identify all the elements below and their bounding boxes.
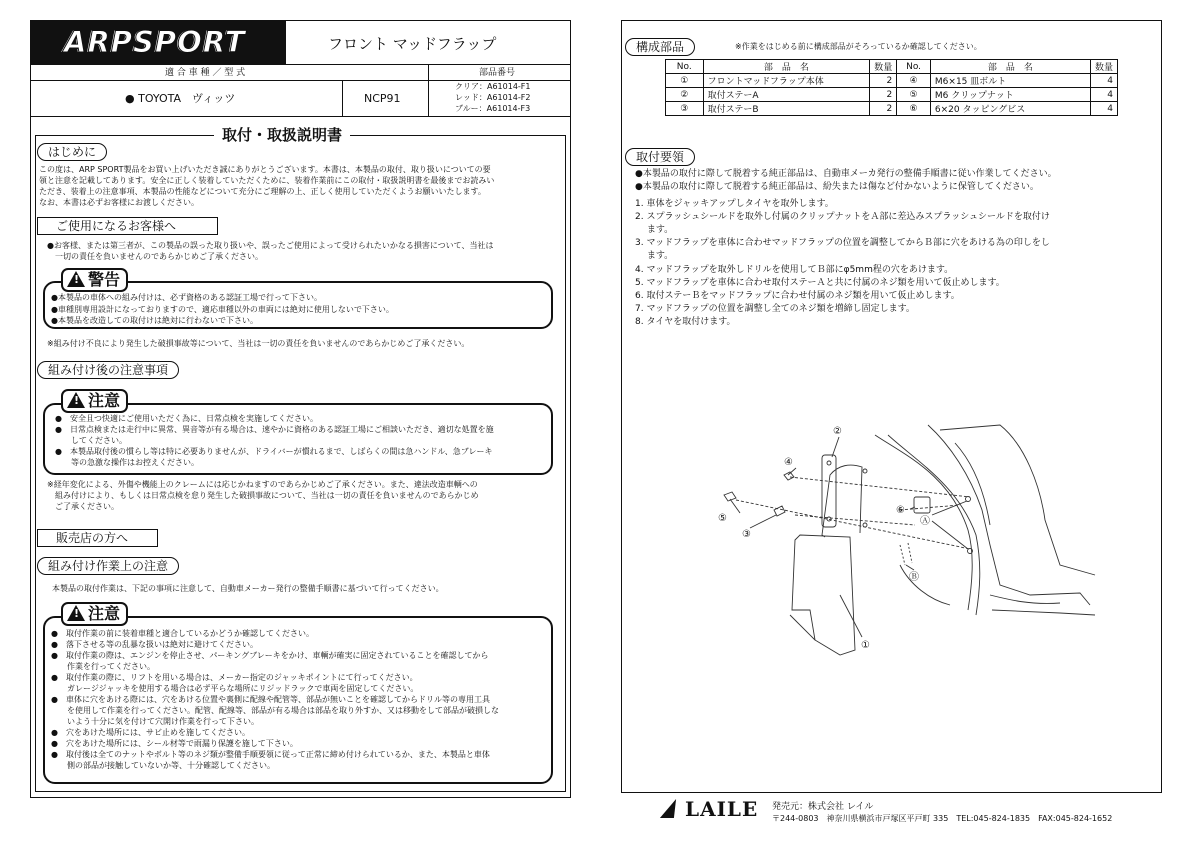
- fit-col-2: [428, 64, 429, 116]
- part-qty: 2: [870, 88, 897, 102]
- col-qty: 数量: [870, 60, 897, 74]
- part-name: 取付ステーB: [703, 102, 870, 116]
- intro-line-4: なお、本書は必ずお客様にお渡しください。: [39, 198, 199, 207]
- procedure-line-12: 8. タイヤを取付けます。: [635, 317, 736, 327]
- parts-label: 構成部品: [625, 38, 695, 56]
- procedure-line-10: 6. 取付ステーＢをマッドフラップに合わせ付属のネジ類を用いて仮止めします。: [635, 291, 960, 301]
- stay-b-bracket: [774, 506, 785, 516]
- intro-line-1: この度は、ARP SPORT製品をお買い上げいただき誠にありがとうございます。本書は、本製品の取付、取り扱いについての要: [39, 165, 491, 174]
- work-label: 組み付け作業上の注意: [37, 557, 179, 575]
- part-qty: 4: [1090, 102, 1117, 116]
- parts-row: [666, 102, 1118, 116]
- col-name-2: 部 品 名: [930, 60, 1090, 74]
- diagram-label-4: ④: [784, 457, 793, 468]
- part-no: ③: [666, 102, 704, 116]
- after-install-note-1: ※経年変化による、外傷や機能上のクレームには応じかねますのであらかじめご了承ください。また、違法改造車輌への: [47, 480, 478, 489]
- procedure-line-11: 7. マッドフラップの位置を調整し全てのネジ類を増締し固定します。: [635, 304, 915, 314]
- after-install-item-4: ● 本製品取付後の慣らし等は特に必要ありませんが、ドライバーが慣れるまで、しばらくの間は急ハンドル、急ブレーキ: [55, 447, 493, 456]
- part-number-2: レッド：A61014-F2: [455, 93, 531, 102]
- work-text: 本製品の取付作業は、下記の事項に注意して、自動車メーカー発行の整備手順書に基づいて行ってください。: [52, 584, 444, 593]
- parts-note: ※作業をはじめる前に構成部品がそろっているか確認してください。: [735, 42, 982, 51]
- after-install-item-5: 等の急激な操作はお控えください。: [55, 458, 199, 467]
- after-install-note-3: ご了承ください。: [47, 502, 119, 511]
- hole: [863, 523, 867, 527]
- laile-logo: LAILE: [685, 797, 759, 821]
- part-number-header: 部品番号: [479, 68, 516, 78]
- part-name: 取付ステーA: [703, 88, 870, 102]
- manual-title: 取付・取扱説明書: [214, 125, 350, 145]
- part-qty: 4: [1090, 74, 1117, 88]
- warning-item-1: ●本製品の車体への組み付けは、必ず資格のある認証工場で行って下さい。: [51, 293, 322, 302]
- dealer-item-3: ● 取付作業の際は、エンジンを停止させ、パーキングブレーキをかけ、車輌が確実に固定されていることを確認してから: [51, 651, 489, 660]
- part-no: ⑤: [897, 88, 931, 102]
- leader-line: [750, 515, 776, 528]
- mud-flap-upper: [822, 465, 862, 537]
- part-number-1: クリア：A61014-F1: [455, 82, 531, 91]
- fit-table-top: [31, 64, 570, 65]
- after-install-caution-label: [61, 389, 128, 413]
- dealer-item-6: ガレージジャッキを使用する場合は必ず平らな場所にリジッドラックで車両を固定してください。: [51, 684, 419, 693]
- dealer-item-5: ● 取付作業の際に、リフトを用いる場合は、メーカー指定のジャッキポイントにて行ってください。: [51, 673, 418, 682]
- procedure-line-1: ●本製品の取付に際して脱着する純正部品は、自動車メーカ発行の整備手順書に従い作業してください。: [635, 169, 1057, 179]
- procedure-line-5: ます。: [635, 225, 674, 235]
- warning-item-3: ●本製品を改造しての取付けは絶対に行わないで下さい。: [51, 316, 258, 325]
- procedure-label: 取付要領: [625, 148, 695, 166]
- parts-table: [665, 59, 1118, 116]
- leader-line: [906, 565, 914, 570]
- intro-line-3: ただき、装着上の注意事項、本製品の性能などについて充分にご理解の上、正しく使用していただくようお願いいたします。: [39, 187, 486, 196]
- mud-flap-shape: [792, 535, 855, 655]
- intro-label: はじめに: [37, 143, 107, 161]
- fit-header: 適 合 車 種 ／ 型 式: [165, 68, 246, 78]
- right-page: [621, 20, 1162, 793]
- product-name: フロント マッドフラップ: [328, 35, 497, 53]
- col-qty-2: 数量: [1090, 60, 1117, 74]
- procedure-line-3: 1. 車体をジャッキアップしタイヤを取外します。: [635, 199, 834, 209]
- dealer-label-text: 販売店の方へ: [56, 531, 129, 545]
- part-qty: 4: [1090, 88, 1117, 102]
- footer-seller: 発売元：株式会社 レイル: [772, 802, 874, 812]
- header-divider: [285, 21, 286, 64]
- procedure-line-6: 3. マッドフラップを車体に合わせマッドフラップの位置を調整してからＢ部に穴をあける為の印しをし: [635, 238, 1050, 248]
- guide-line: [736, 500, 970, 549]
- col-no: No.: [666, 60, 704, 74]
- part-no: ⑥: [897, 102, 931, 116]
- part-name: M6×15 皿ボルト: [930, 74, 1090, 88]
- footer-address: 〒244-0803 神奈川県横浜市戸塚区平戸町 335 TEL:045-824-1835 FAX:045-824-1652: [772, 814, 1113, 823]
- after-install-item-2: ● 日常点検または走行中に異常、異音等が有る場合は、速やかに資格のある認証工場にご相談いただき、適切な処置を施: [55, 425, 494, 434]
- warning-label: [61, 268, 128, 292]
- diagram-label-5: ⑤: [718, 513, 727, 524]
- parts-row: [666, 88, 1118, 102]
- part-name: 6×20 タッピングビス: [930, 102, 1090, 116]
- guide-line: [795, 515, 915, 525]
- vehicle-model: NCP91: [364, 92, 401, 105]
- diagram-label-3: ③: [742, 529, 751, 540]
- procedure-line-7: ます。: [635, 251, 674, 261]
- installation-diagram: [700, 415, 1100, 660]
- dealer-item-2: ● 落下させる等の乱暴な扱いは絶対に避けてください。: [51, 640, 258, 649]
- hole-b-guide: [900, 545, 905, 565]
- dealer-caution-text: 注意: [88, 604, 121, 623]
- after-install-caution-text: 注意: [88, 391, 121, 410]
- warning-item-2: ●車種別専用設計になっておりますので、適応車種以外の車両には絶対に使用しないで下さい。: [51, 305, 394, 314]
- hole-a: [966, 497, 971, 502]
- dealer-item-4: 作業を行ってください。: [51, 662, 155, 671]
- body-outline: [940, 425, 1095, 575]
- part-number-3: ブルー：A61014-F3: [455, 104, 531, 113]
- stay-b-shape: [914, 497, 930, 513]
- diagram-label-1: ①: [861, 640, 870, 651]
- dealer-item-11: ● 穴をあけた場所には、シール材等で雨漏り保護を施して下さい。: [51, 739, 298, 748]
- customer-line-1: ●お客様、または第三者が、この製品の誤った取り扱いや、誤ったご使用によって受けられたいかなる損害について、当社は: [47, 241, 494, 250]
- diagram-label-b: Ⓑ: [909, 572, 919, 583]
- after-install-label: 組み付け後の注意事項: [37, 361, 179, 379]
- stay-a-hole: [827, 461, 831, 465]
- sill-line: [990, 595, 1060, 603]
- splash-shield-line: [900, 565, 950, 605]
- leader-line: [730, 499, 740, 513]
- hole: [863, 469, 867, 473]
- guide-line: [790, 477, 970, 497]
- dealer-item-13: 側の部品が接触していないか等、十分確認してください。: [51, 761, 275, 770]
- part-qty: 2: [870, 102, 897, 116]
- procedure-line-2: ●本製品の取付に際して脱着する純正部品は、紛失または傷など付かないように保管してください。: [635, 182, 1039, 192]
- brand-logo: ARPSPORT: [64, 25, 246, 59]
- customer-label-text: ご使用になるお客様へ: [56, 219, 177, 233]
- warning-label-text: 警告: [88, 270, 121, 289]
- part-name: M6 クリップナット: [930, 88, 1090, 102]
- intro-line-2: 領と注意を記載してあります。安全に正しく装着していただくために、装着作業前にこの取付・取扱説明書を最後までお読みい: [39, 176, 495, 185]
- fit-table-bottom: [31, 116, 570, 117]
- warning-triangle-icon: [67, 271, 85, 287]
- fender-edge: [928, 425, 1090, 605]
- procedure-line-8: 4. マッドフラップを取外しドリルを使用してＢ部にφ5mm程の穴をあけます。: [635, 265, 954, 275]
- diagram-label-2: ②: [833, 426, 842, 437]
- dealer-item-8: を使用して作業を行ってください。配管、配線等、部品が有る場合は部品を取り外すか、又は移動をして部品が破損しな: [51, 706, 499, 715]
- leader-line: [840, 595, 862, 637]
- part-no: ①: [666, 74, 704, 88]
- rocker-line: [992, 610, 1095, 615]
- vehicle-name: ● TOYOTA ヴィッツ: [125, 92, 236, 105]
- customer-line-2: 一切の責任を負いませんのであらかじめご了承ください。: [47, 252, 263, 261]
- dealer-item-12: ● 取付後は全てのナットやボルト等のネジ類が整備手順要領に従って正常に締め付けられているか、また、本製品と車体: [51, 750, 490, 759]
- dealer-caution-label: [61, 602, 128, 626]
- bolt-4-shape: [784, 472, 794, 480]
- laile-logo-icon: [660, 799, 680, 818]
- hole-b-guide: [908, 543, 912, 563]
- col-name: 部 品 名: [703, 60, 870, 74]
- diagram-label-6: ⑥: [896, 505, 905, 516]
- after-install-item-1: ● 安全且つ快適にご使用いただく為に、日常点検を実施してください。: [55, 414, 318, 423]
- leader-line: [832, 437, 839, 457]
- dealer-caution-triangle-icon: [67, 605, 85, 621]
- part-qty: 2: [870, 74, 897, 88]
- diagram-label-a: Ⓐ: [920, 516, 930, 527]
- part-no: ②: [666, 88, 704, 102]
- procedure-line-9: 5. マッドフラップを車体に合わせ取付ステーＡと共に付属のネジ類を用いて仮止めします。: [635, 278, 1005, 288]
- body-crease: [955, 443, 990, 525]
- procedure-line-4: 2. スプラッシュシールドを取外し付属のクリップナットをＡ部に差込みスプラッシュシールドを取付け: [635, 212, 1050, 222]
- leader-line: [932, 501, 967, 515]
- parts-header-row: [666, 60, 1118, 74]
- leader-line: [932, 521, 968, 549]
- fit-col-1: [342, 80, 343, 116]
- parts-row: [666, 74, 1118, 88]
- part-no: ④: [897, 74, 931, 88]
- caution-triangle-icon: [67, 392, 85, 408]
- dealer-item-1: ● 取付作業の前に装着車種と適合しているかどうか確認してください。: [51, 629, 314, 638]
- part-name: フロントマッドフラップ本体: [703, 74, 870, 88]
- dealer-item-7: ● 車体に穴をあける際には、穴をあける位置や裏側に配線や配管等、部品が無いことを確認してからドリル等の専用工具: [51, 695, 490, 704]
- col-no-2: No.: [897, 60, 931, 74]
- dealer-item-10: ● 穴をあけた場所には、サビ止めを施してください。: [51, 728, 250, 737]
- after-install-item-3: してください。: [55, 436, 127, 445]
- customer-note: ※組み付け不良により発生した破損事故等について、当社は一切の責任を負いませんのであらかじめご了承ください。: [47, 339, 470, 348]
- dealer-item-9: いよう十分に気を付けて穴開け作業を行って下さい。: [51, 717, 259, 726]
- after-install-note-2: 組み付けにより、もしくは日常点検を怠り発生した破損事故について、当社は一切の責任を負いませんのであらかじめ: [47, 491, 479, 500]
